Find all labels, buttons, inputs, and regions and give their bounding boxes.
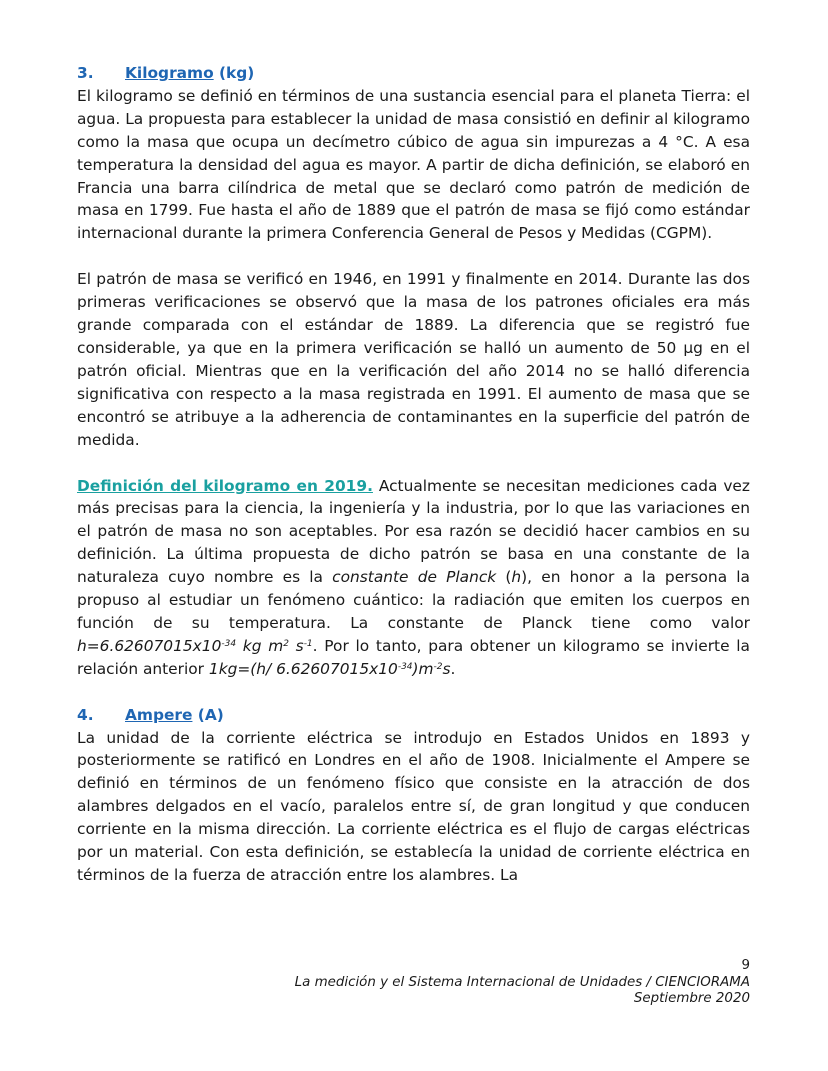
kilogramo-paragraph-3: Definición del kilogramo en 2019. Actualmente se necesitan mediciones cada vez más precisas para la ciencia, la ingeniería y la industria, por lo que las variaciones en el patrón de masa no son aceptables. Por esa razón se decidió hacer cambios en su definición. La última propuesta de dicho patrón se basa en una constante de la naturaleza cuyo nombre es la constante de Planck (h), en honor a la persona la propuso al estudiar un fenómeno cuántico: la radiación que emiten los cuerpos en función de su temperatura. La constante de Planck tiene como valor $h=6.62607015x10^{-34}$ kg $m^2$ $s^{-1}$. Por lo tanto, para obtener un kilogramo se invierte la relación anterior 1kg=(h/ $6.62607015x10^{-34})m^{-2}s$. <box>77 476 750 678</box>
ampere-link[interactable]: Ampere <box>125 705 193 724</box>
planck-formula: $h=6.62607015x10^{-34}$ kg $m^2$ $s^{-1}$ <box>77 636 313 655</box>
publication-date: Septiembre 2020 <box>633 991 750 1006</box>
section-3-heading <box>77 62 750 85</box>
planck-term: constante de Planck <box>332 568 497 587</box>
section-4-heading <box>77 704 750 727</box>
section-4-unit: (A) <box>197 705 224 724</box>
page-content <box>77 62 750 887</box>
definicion-2019-link[interactable]: Definición del kilogramo en 2019. <box>77 476 373 495</box>
section-4-number: 4. <box>77 705 94 724</box>
section-3-unit: (kg) <box>219 64 255 82</box>
kilogramo-paragraph-1: El kilogramo se definió en términos de una sustancia esencial para el planeta Tierra: el agua. La propuesta para establecer la unidad de masa consistió en definir al kilogramo como la masa que ocupa un decímetro cúbico de agua sin impurezas a 4 °C. A esa temperatura la densidad del agua es mayor. A partir de dicha definición, se elaboró en Francia una barra cilíndrica de metal que se declaró como patrón de medición de masa en 1799. Fue hasta el año de 1889 que el patrón de masa se fijó como estándar internacional durante la primera Conferencia General de Pesos y Medidas (CGPM). <box>77 86 750 243</box>
publication-title: La medición y el Sistema Internacional de Unidades / CIENCIORAMA <box>294 974 750 990</box>
page-footer <box>295 958 750 1008</box>
section-3-number: 3. <box>77 64 94 82</box>
kilogramo-paragraph-2: El patrón de masa se verificó en 1946, en 1991 y finalmente en 2014. Durante las dos primeras verificaciones se observó que la masa de los patrones oficiales era más grande comparada con el estándar de 1889. La diferencia que se registró fue considerable, ya que en la primera verificación se halló un aumento de 50 µg en el patrón oficial. Mientras que en la verificación del año 2014 no se halló diferencia significativa con respecto a la masa registrada en 1991. El aumento de masa que se encontró se atribuye a la adherencia de contaminantes en la superficie del patrón de medida. <box>77 270 750 449</box>
page-number: 9 <box>741 958 750 973</box>
kilogramo-link[interactable]: Kilogramo <box>125 64 214 82</box>
kilogram-formula: 1kg=(h/ $6.62607015x10^{-34})m^{-2}s$ <box>208 659 451 678</box>
ampere-paragraph-1: La unidad de la corriente eléctrica se introdujo en Estados Unidos en 1893 y posteriormente se ratificó en Londres en el año de 1908. Inicialmente el Ampere se definió en términos de un fenómeno físico que consiste en la atracción de dos alambres delgados en el vacío, paralelos entre sí, de gran longitud y que conducen corriente en la misma dirección. La corriente eléctrica es el flujo de cargas eléctricas por un material. Con esta definición, se establecía la unidad de corriente eléctrica en términos de la fuerza de atracción entre los alambres. La <box>77 728 750 884</box>
